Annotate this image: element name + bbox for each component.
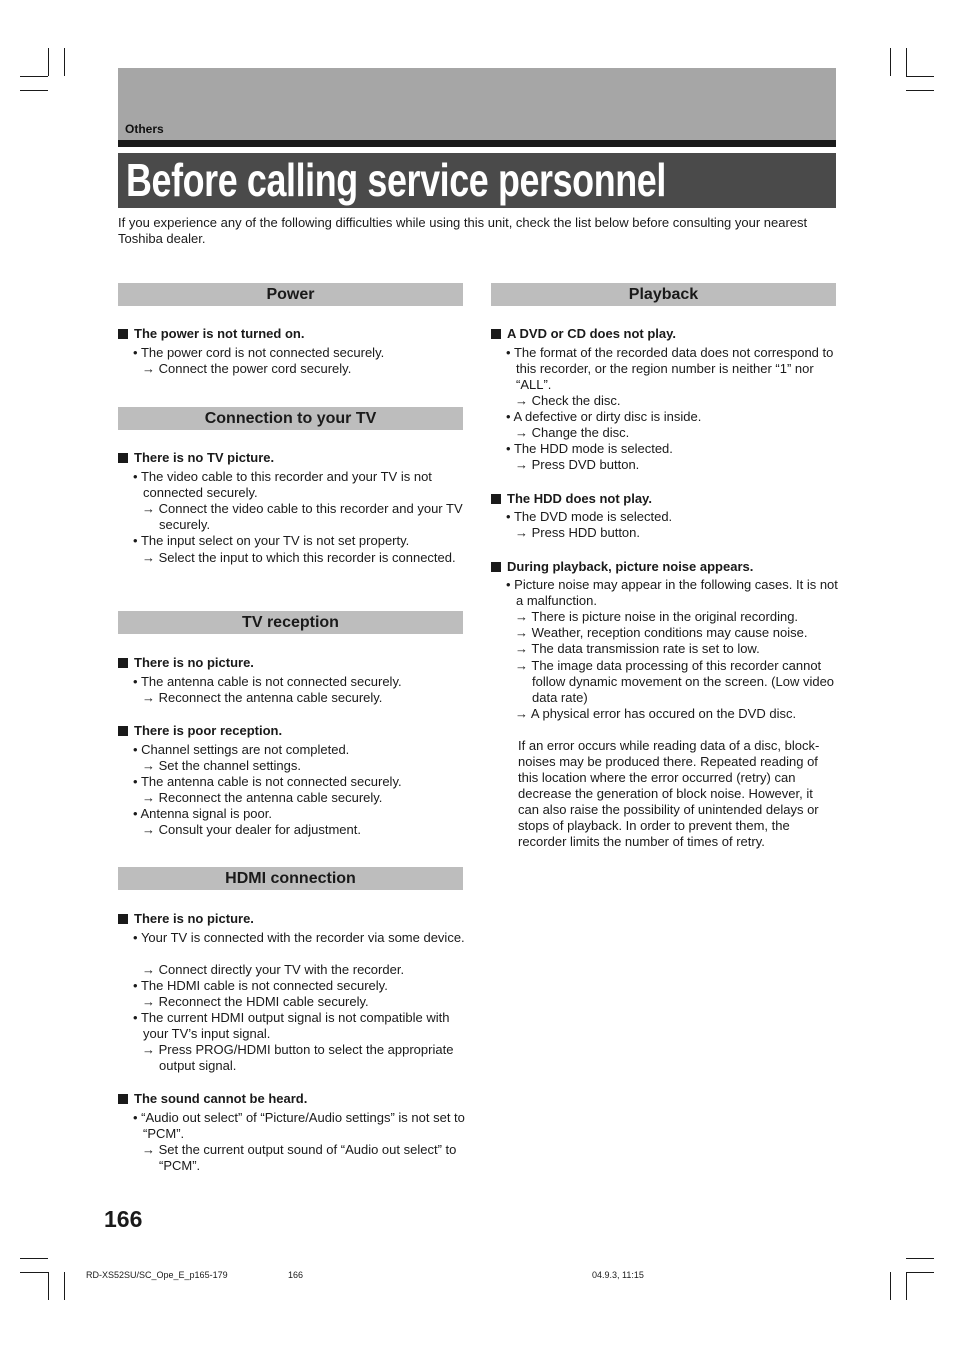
remedy-text: There is picture noise in the original recording. xyxy=(531,609,799,624)
crop-mark xyxy=(906,1272,907,1300)
square-bullet-icon xyxy=(491,562,501,572)
remedy-text: Reconnect the antenna cable securely. xyxy=(158,690,383,705)
problem-heading xyxy=(118,326,304,342)
remedy-item: → Set the current output sound of “Audio out select” to “PCM”. xyxy=(142,1142,457,1173)
cause-text: The HDMI cable is not connected securely. xyxy=(140,978,388,993)
section-heading-reception: TV reception xyxy=(118,611,463,634)
remedy-text: Check the disc. xyxy=(531,393,621,408)
cause-text: The antenna cable is not connected securely. xyxy=(140,774,402,789)
cause-text: Picture noise may appear in the following cases. It is not a malfunction. xyxy=(514,577,838,608)
remedy-text: Press PROG/HDMI button to select the appropriate output signal. xyxy=(158,1042,454,1073)
square-bullet-icon xyxy=(118,453,128,463)
remedy-item: → A physical error has occured on the DVD disc. xyxy=(515,706,797,721)
problem-text: There is no picture. xyxy=(134,655,254,670)
problem-text: The power is not turned on. xyxy=(134,326,305,341)
remedy-text: The image data processing of this recorder cannot follow dynamic movement on the screen. (Low video data rate) xyxy=(531,658,835,705)
remedy-text: A physical error has occured on the DVD disc. xyxy=(530,706,797,721)
cause-item: • The current HDMI output signal is not compatible with your TV’s input signal. xyxy=(133,1010,450,1041)
square-bullet-icon xyxy=(491,494,501,504)
cause-text: The format of the recorded data does not correspond to this recorder, or the region number is neither “1” nor “ALL”. xyxy=(513,345,834,392)
remedy-text: Press DVD button. xyxy=(531,457,640,472)
cause-item: • Your TV is connected with the recorder via some device. xyxy=(133,930,465,945)
cause-text: The video cable to this recorder and your TV is not connected securely. xyxy=(140,469,432,500)
square-bullet-icon xyxy=(118,914,128,924)
problem-heading xyxy=(491,326,676,342)
crop-mark xyxy=(64,48,65,76)
intro-text: If you experience any of the following difficulties while using this unit, check the list below before consulting your nearest Toshiba dealer. xyxy=(118,215,808,246)
section-heading-connection: Connection to your TV xyxy=(118,407,463,430)
cause-text: Your TV is connected with the recorder via some device. xyxy=(140,930,465,945)
remedy-text: Connect directly your TV with the recorder. xyxy=(158,962,405,977)
remedy-item: → The image data processing of this recorder cannot follow dynamic movement on the screen. (Low video data rate) xyxy=(515,658,835,705)
problem-heading xyxy=(118,1091,307,1107)
problem-text: The HDD does not play. xyxy=(507,491,652,506)
problem-heading xyxy=(491,491,652,507)
square-bullet-icon xyxy=(118,726,128,736)
remedy-text: Connect the video cable to this recorder and your TV securely. xyxy=(158,501,463,532)
page-title: Before calling service personnel xyxy=(126,154,666,206)
remedy-item: → The data transmission rate is set to low. xyxy=(515,641,760,656)
problem-text: There is poor reception. xyxy=(134,723,283,738)
cause-text: Antenna signal is poor. xyxy=(140,806,272,821)
problem-text: There is no TV picture. xyxy=(134,450,275,465)
square-bullet-icon xyxy=(118,329,128,339)
problem-heading xyxy=(118,723,282,739)
cause-item: • The antenna cable is not connected securely. xyxy=(133,774,402,789)
crop-mark xyxy=(890,1272,891,1300)
cause-item: • The HDMI cable is not connected securely. xyxy=(133,978,388,993)
cause-item: • The DVD mode is selected. xyxy=(506,509,673,524)
footer-page: 166 xyxy=(288,1270,304,1280)
crop-mark xyxy=(906,48,907,76)
cause-item: • The antenna cable is not connected securely. xyxy=(133,674,402,689)
cause-item: • The video cable to this recorder and your TV is not connected securely. xyxy=(133,469,432,500)
remedy-item: → Reconnect the antenna cable securely. xyxy=(142,790,383,805)
crop-mark xyxy=(20,1272,48,1273)
remedy-text: Weather, reception conditions may cause noise. xyxy=(531,625,808,640)
cause-item: • Antenna signal is poor. xyxy=(133,806,272,821)
remedy-item: → There is picture noise in the original recording. xyxy=(515,609,799,624)
header-rule xyxy=(118,140,836,147)
cause-text: A defective or dirty disc is inside. xyxy=(513,409,702,424)
crop-mark xyxy=(906,76,934,77)
remedy-text: The data transmission rate is set to low. xyxy=(531,641,760,656)
cause-item: • The input select on your TV is not set property. xyxy=(133,533,410,548)
remedy-text: Reconnect the HDMI cable securely. xyxy=(158,994,369,1009)
cause-item: • Picture noise may appear in the following cases. It is not a malfunction. xyxy=(506,577,838,608)
cause-item: • The format of the recorded data does not correspond to this recorder, or the region number is neither “1” nor “ALL”. xyxy=(506,345,834,392)
remedy-text: Set the current output sound of “Audio out select” to “PCM”. xyxy=(158,1142,457,1173)
remedy-text: Change the disc. xyxy=(531,425,630,440)
remedy-item: → Weather, reception conditions may cause noise. xyxy=(515,625,808,640)
remedy-text: Connect the power cord securely. xyxy=(158,361,352,376)
page-number: 166 xyxy=(104,1206,143,1232)
remedy-text: Press HDD button. xyxy=(531,525,640,540)
section-label: Others xyxy=(125,122,164,136)
problem-text: During playback, picture noise appears. xyxy=(507,559,754,574)
problem-heading xyxy=(118,911,254,927)
remedy-item: → Reconnect the antenna cable securely. xyxy=(142,690,383,705)
crop-mark xyxy=(906,90,934,91)
cause-text: The power cord is not connected securely. xyxy=(140,345,385,360)
remedy-item: → Press PROG/HDMI button to select the appropriate output signal. xyxy=(142,1042,454,1073)
cause-item: • “Audio out select” of “Picture/Audio settings” is not set to “PCM”. xyxy=(133,1110,465,1141)
crop-mark xyxy=(48,48,49,76)
crop-mark xyxy=(48,1272,49,1300)
remedy-item: → Select the input to which this recorder is connected. xyxy=(142,550,456,565)
square-bullet-icon xyxy=(118,658,128,668)
remedy-item: → Press DVD button. xyxy=(515,457,640,472)
cause-item: • A defective or dirty disc is inside. xyxy=(506,409,702,424)
section-heading-power: Power xyxy=(118,283,463,306)
crop-mark xyxy=(906,1258,934,1259)
remedy-item: → Reconnect the HDMI cable securely. xyxy=(142,994,369,1009)
square-bullet-icon xyxy=(491,329,501,339)
crop-mark xyxy=(20,90,48,91)
crop-mark xyxy=(906,1272,934,1273)
header-band xyxy=(118,68,836,140)
crop-mark xyxy=(20,1258,48,1259)
problem-heading xyxy=(491,559,753,575)
cause-text: “Audio out select” of “Picture/Audio settings” is not set to “PCM”. xyxy=(141,1110,465,1141)
remedy-item: → Set the channel settings. xyxy=(142,758,301,773)
remedy-item: → Press HDD button. xyxy=(515,525,640,540)
square-bullet-icon xyxy=(118,1094,128,1104)
footer-date: 04.9.3, 11:15 xyxy=(592,1270,644,1280)
problem-text: There is no picture. xyxy=(134,911,254,926)
cause-item: • The HDD mode is selected. xyxy=(506,441,673,456)
cause-text: Channel settings are not completed. xyxy=(141,742,350,757)
remedy-item: → Check the disc. xyxy=(515,393,621,408)
title-bar xyxy=(118,153,836,208)
remedy-text: Select the input to which this recorder is connected. xyxy=(158,550,456,565)
section-heading-hdmi: HDMI connection xyxy=(118,867,463,890)
remedy-item: → Connect directly your TV with the recorder. xyxy=(142,962,405,977)
remedy-item: → Consult your dealer for adjustment. xyxy=(142,822,361,837)
remedy-text: Set the channel settings. xyxy=(158,758,301,773)
remedy-text: Consult your dealer for adjustment. xyxy=(158,822,361,837)
footer-file: RD-XS52SU/SC_Ope_E_p165-179 xyxy=(86,1270,228,1280)
cause-text: The current HDMI output signal is not compatible with your TV’s input signal. xyxy=(140,1010,450,1041)
cause-text: The antenna cable is not connected securely. xyxy=(140,674,402,689)
cause-text: The input select on your TV is not set property. xyxy=(140,533,410,548)
retry-note: If an error occurs while reading data of a disc, block-noises may be produced there. Repeated reading of this location where the error occurred (retry) can decrease the generation of block noise. However, it can also raise the possibility of unintended delays or stops of playback. In order to prevent them, the recorder limits the number of times of retry. xyxy=(518,738,820,849)
crop-mark xyxy=(890,48,891,76)
remedy-item: → Connect the video cable to this recorder and your TV securely. xyxy=(142,501,463,532)
problem-text: The sound cannot be heard. xyxy=(134,1091,308,1106)
crop-mark xyxy=(64,1272,65,1300)
remedy-item: → Change the disc. xyxy=(515,425,630,440)
crop-mark xyxy=(20,76,48,77)
remedy-text: Reconnect the antenna cable securely. xyxy=(158,790,383,805)
cause-item: • The power cord is not connected securely. xyxy=(133,345,385,360)
problem-heading xyxy=(118,450,274,466)
section-heading-playback: Playback xyxy=(491,283,836,306)
problem-heading xyxy=(118,655,254,671)
cause-item: • Channel settings are not completed. xyxy=(133,742,350,757)
cause-text: The DVD mode is selected. xyxy=(513,509,673,524)
problem-text: A DVD or CD does not play. xyxy=(507,326,677,341)
cause-text: The HDD mode is selected. xyxy=(513,441,673,456)
remedy-item: → Connect the power cord securely. xyxy=(142,361,352,376)
